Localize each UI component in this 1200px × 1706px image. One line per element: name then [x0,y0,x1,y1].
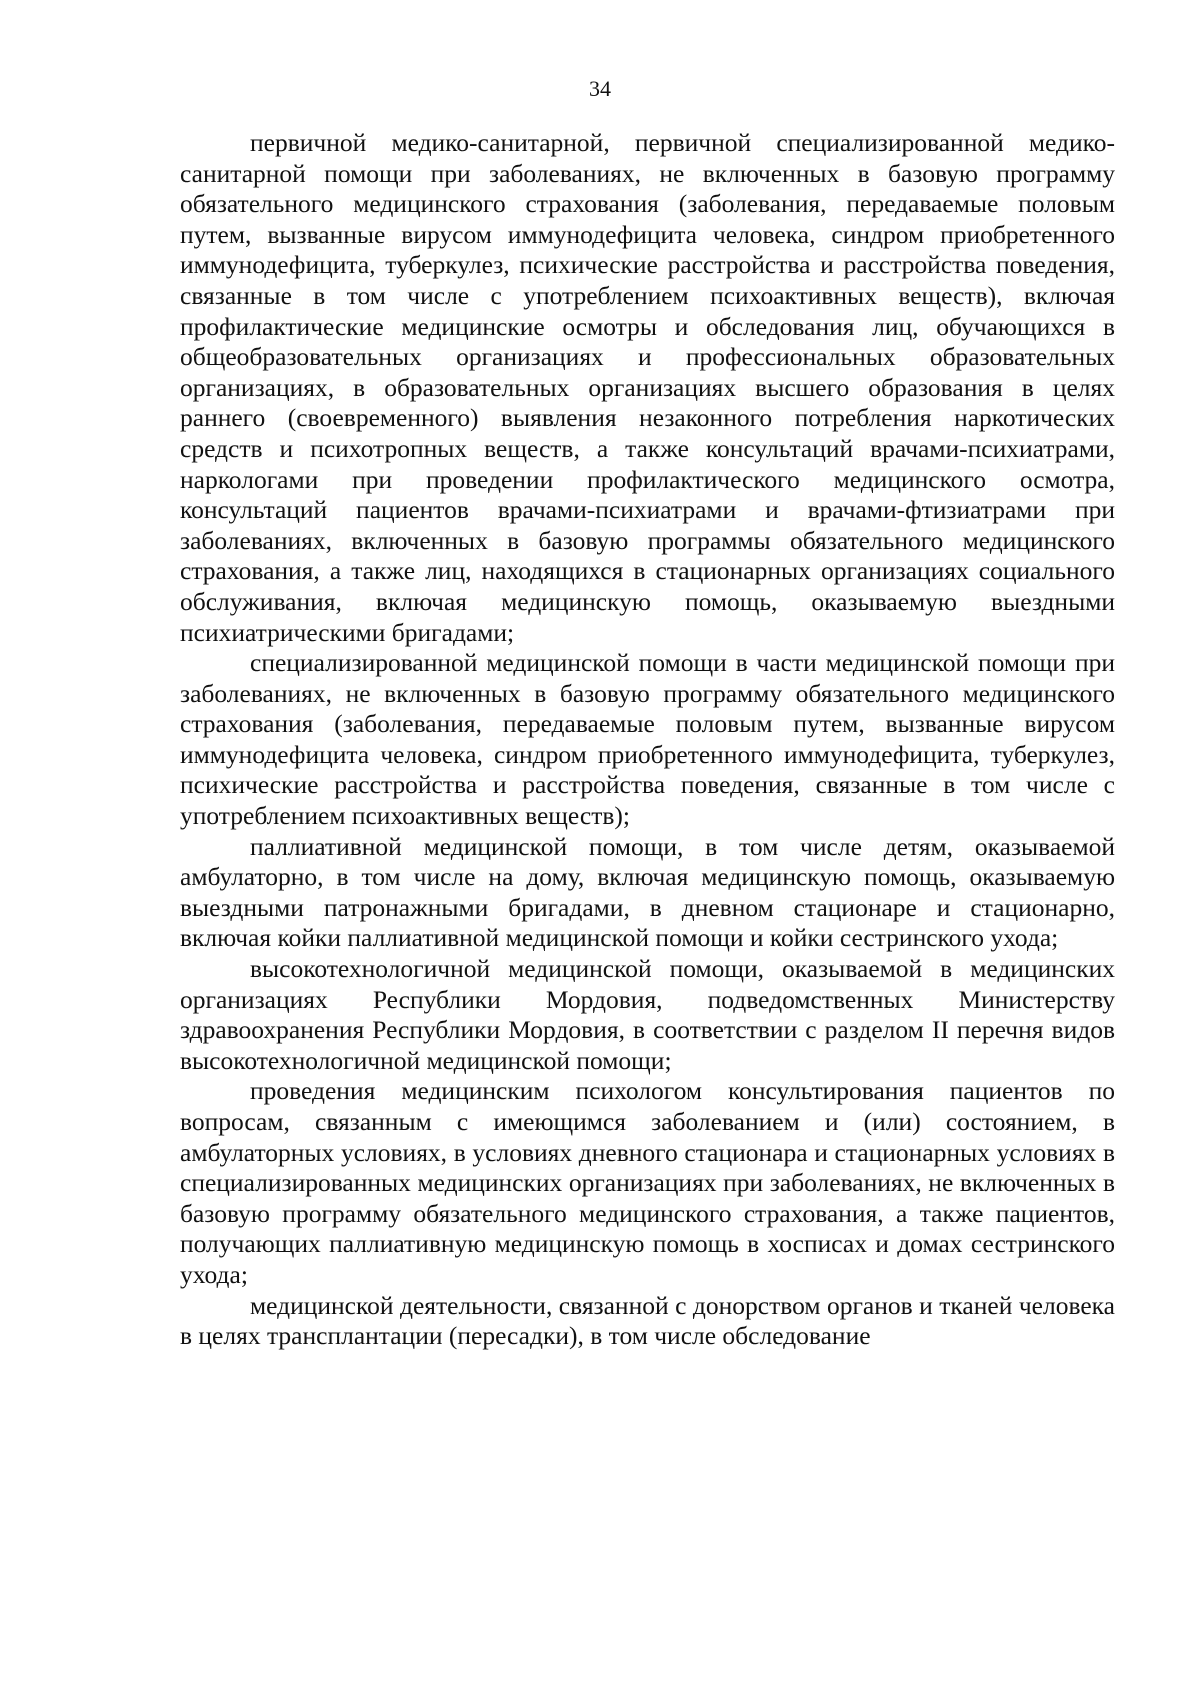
paragraph-primary-care: первичной медико-санитарной, первичной специализированной медико-санитарной помощи при заболеваниях, не включенных в базовую программу обязательного медицинского страхования (заболевания, передаваемые половым путем, вызванные вирусом иммунодефицита человека, синдром приобретенного иммунодефицита, туберкулез, психические расстройства и расстройства поведения, связанные в том числе с употреблением психоактивных веществ), включая профилактические медицинские осмотры и обследования лиц, обучающихся в общеобразовательных организациях и профессиональных образовательных организациях, в образовательных организациях высшего образования в целях раннего (своевременного) выявления незаконного потребления наркотических средств и психотропных веществ, а также консультаций врачами-психиатрами, наркологами при проведении профилактического медицинского осмотра, консультаций пациентов врачами-психиатрами и врачами-фтизиатрами при заболеваниях, включенных в базовую программы обязательного медицинского страхования, а также лиц, находящихся в стационарных организациях социального обслуживания, включая медицинскую помощь, оказываемую выездными психиатрическими бригадами; [180,128,1115,647]
paragraph-organ-donation: медицинской деятельности, связанной с донорством органов и тканей человека в целях трансплантации (пересадки), в том числе обследование [180,1290,1115,1351]
page-number: 34 [589,76,611,101]
paragraph-psychologist-counseling: проведения медицинским психологом консультирования пациентов по вопросам, связанным с имеющимся заболеванием и (или) состоянием, в амбулаторных условиях, в условиях дневного стационара и стационарных условиях в специализированных медицинских организациях при заболеваниях, не включенных в базовую программу обязательного медицинского страхования, а также пациентов, получающих паллиативную медицинскую помощь в хосписах и домах сестринского ухода; [180,1076,1115,1289]
paragraph-palliative-care: паллиативной медицинской помощи, в том числе детям, оказываемой амбулаторно, в том числе на дому, включая медицинскую помощь, оказываемую выездными патронажными бригадами, в дневном стационаре и стационарно, включая койки паллиативной медицинской помощи и койки сестринского ухода; [180,831,1115,953]
document-body [180,128,1115,1352]
paragraph-high-tech-care: высокотехнологичной медицинской помощи, оказываемой в медицинских организациях Республики Мордовия, подведомственных Министерству здравоохранения Республики Мордовия, в соответствии с разделом II перечня видов высокотехнологичной медицинской помощи; [180,954,1115,1075]
paragraph-specialized-care: специализированной медицинской помощи в части медицинской помощи при заболеваниях, не включенных в базовую программу обязательного медицинского страхования (заболевания, передаваемые половым путем, вызванные вирусом иммунодефицита человека, синдром приобретенного иммунодефицита, туберкулез, психические расстройства и расстройства поведения, связанные в том числе с употреблением психоактивных веществ); [180,648,1115,831]
